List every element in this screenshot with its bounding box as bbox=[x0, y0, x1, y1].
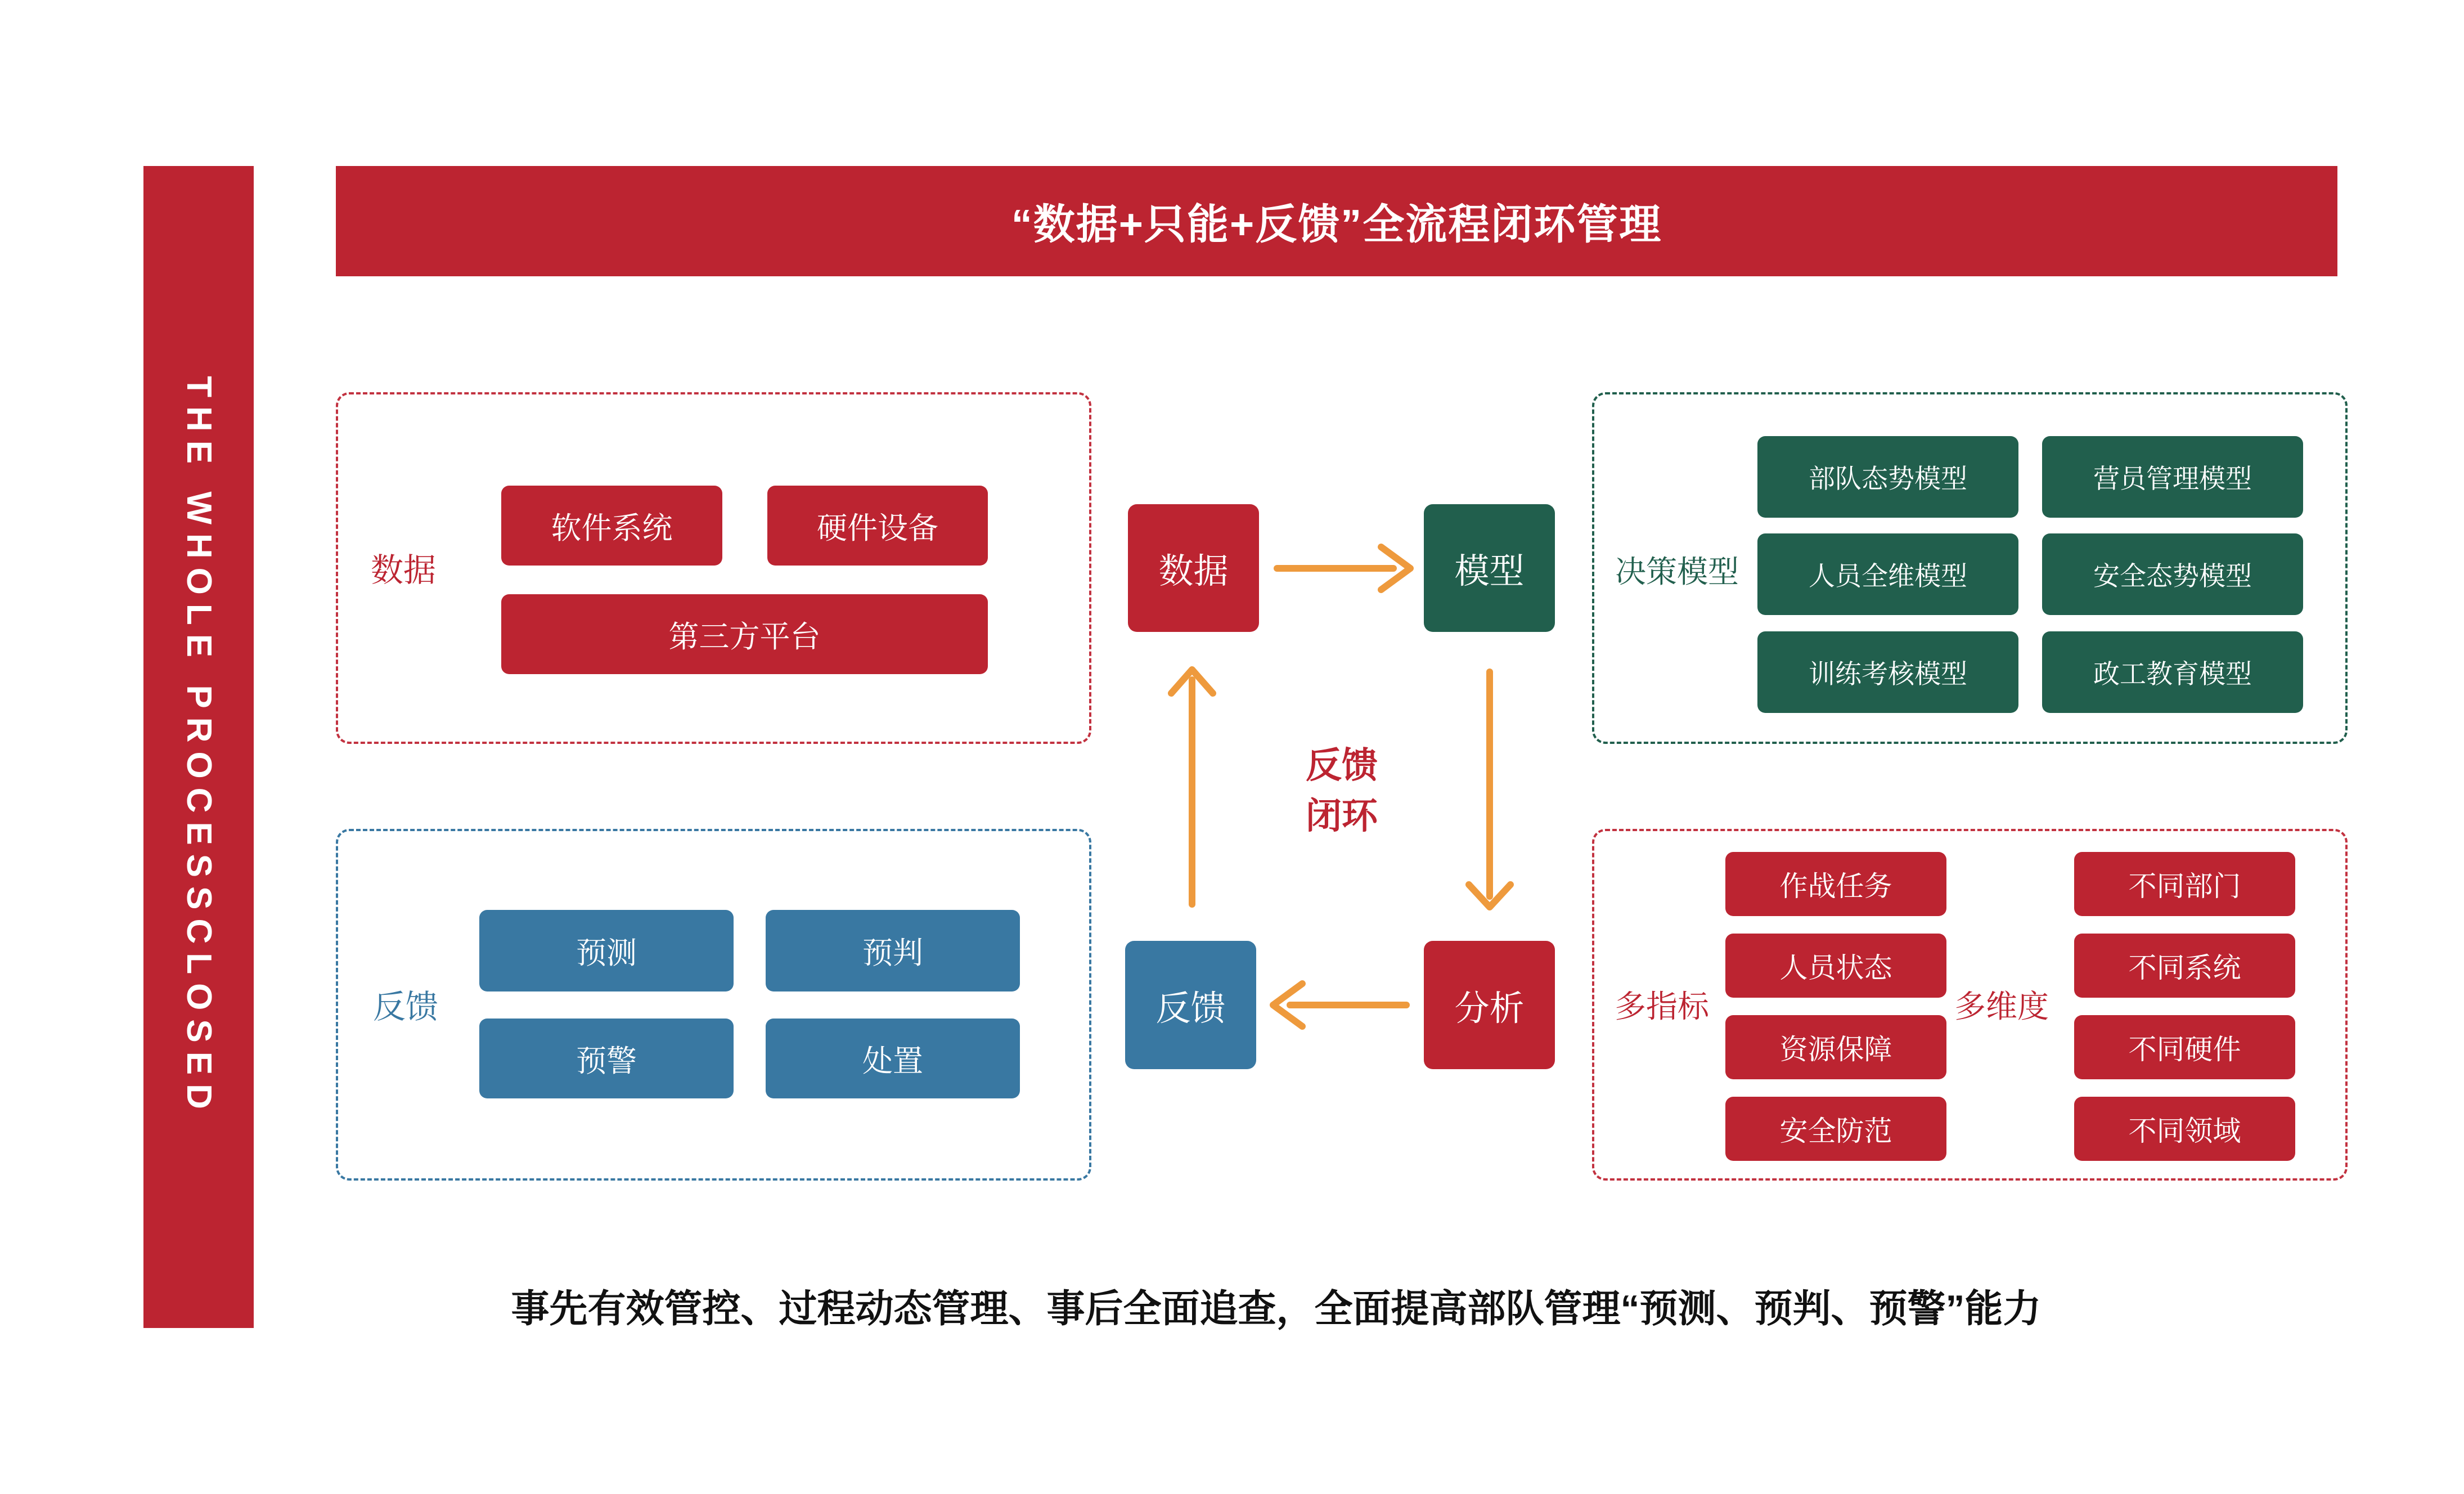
node-third-party-platform: 第三方平台 bbox=[501, 594, 988, 674]
arrow-feedback-to-data bbox=[1171, 670, 1213, 904]
cycle-center-label-line1: 反馈 bbox=[1306, 745, 1378, 786]
group-label-feedback: 反馈 bbox=[373, 989, 439, 1025]
node-hardware-device: 硬件设备 bbox=[767, 486, 988, 566]
side-banner bbox=[143, 166, 254, 1328]
side-banner-text: THE WHOLE PROCESSCLOSED bbox=[179, 376, 218, 1118]
node-training-assessment-model: 训练考核模型 bbox=[1757, 631, 2018, 713]
group-data-sources bbox=[336, 392, 1091, 744]
node-camp-member-management-model: 营员管理模型 bbox=[2042, 436, 2303, 518]
node-different-departments: 不同部门 bbox=[2074, 852, 2295, 916]
node-security-situation-model: 安全态势模型 bbox=[2042, 533, 2303, 615]
node-early-warning: 预警 bbox=[479, 1019, 734, 1098]
group-label-indicators: 多指标 bbox=[1615, 989, 1709, 1024]
arrow-data-to-model bbox=[1277, 547, 1410, 590]
cycle-arrows bbox=[1097, 484, 1592, 1120]
title-banner bbox=[336, 166, 2337, 276]
node-forecast: 预测 bbox=[479, 910, 734, 991]
node-disposal: 处置 bbox=[766, 1019, 1020, 1098]
cycle-center-label-line2: 闭环 bbox=[1306, 795, 1378, 836]
arrow-analysis-to-feedback bbox=[1273, 984, 1406, 1026]
node-troop-situation-model: 部队态势模型 bbox=[1757, 436, 2018, 518]
group-decision-models bbox=[1592, 392, 2348, 744]
node-software-system: 软件系统 bbox=[501, 486, 722, 566]
footer-summary: 事先有效管控、过程动态管理、事后全面追查，全面提高部队管理“预测、预判、预警”能力 bbox=[511, 1287, 2042, 1330]
node-personnel-full-dimension-model: 人员全维模型 bbox=[1757, 533, 2018, 615]
node-different-fields: 不同领域 bbox=[2074, 1097, 2295, 1161]
node-combat-task: 作战任务 bbox=[1725, 852, 1946, 916]
group-indicators-dimensions bbox=[1592, 829, 2348, 1181]
cycle-node-model: 模型 bbox=[1424, 504, 1555, 632]
cycle-node-analysis: 分析 bbox=[1424, 941, 1555, 1069]
arrow-model-to-analysis bbox=[1469, 672, 1510, 907]
node-security-precaution: 安全防范 bbox=[1725, 1097, 1946, 1161]
node-prejudge: 预判 bbox=[766, 910, 1020, 991]
node-different-hardware: 不同硬件 bbox=[2074, 1015, 2295, 1079]
node-political-education-model: 政工教育模型 bbox=[2042, 631, 2303, 713]
page-title: “数据+只能+反馈”全流程闭环管理 bbox=[1011, 201, 1662, 248]
node-personnel-status: 人员状态 bbox=[1725, 934, 1946, 998]
group-label-decision-models: 决策模型 bbox=[1615, 554, 1739, 589]
cycle-node-data: 数据 bbox=[1128, 504, 1259, 632]
cycle-node-feedback: 反馈 bbox=[1125, 941, 1256, 1069]
group-label-data: 数据 bbox=[371, 552, 437, 589]
node-resource-support: 资源保障 bbox=[1725, 1015, 1946, 1079]
group-feedback bbox=[336, 829, 1091, 1181]
group-label-dimensions: 多维度 bbox=[1954, 989, 2049, 1024]
node-different-systems: 不同系统 bbox=[2074, 934, 2295, 998]
